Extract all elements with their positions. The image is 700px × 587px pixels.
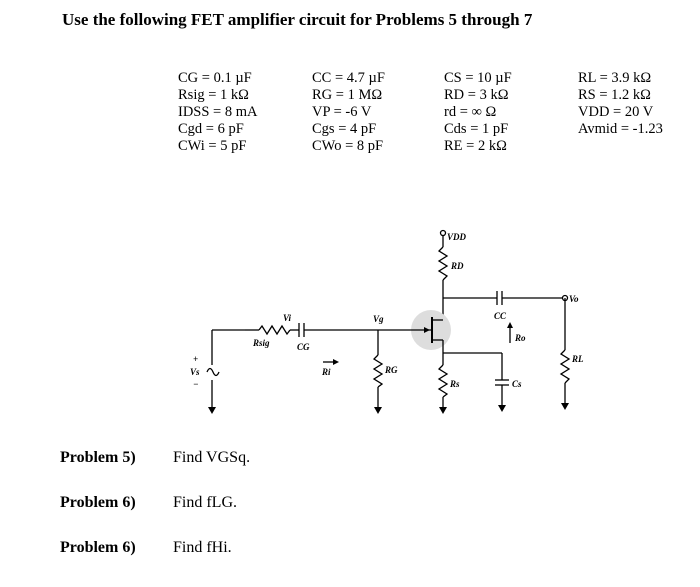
page-heading: Use the following FET amplifier circuit for Problems 5 through 7 (62, 10, 533, 29)
ground-symbols (208, 403, 569, 414)
fet-amplifier-schematic (160, 225, 620, 425)
ri-arrow (333, 359, 339, 365)
rs-resistor (439, 365, 447, 397)
param-cwo: CWo = 8 pF (312, 138, 384, 154)
param-cc: CC = 4.7 µF (312, 70, 385, 86)
ac-source-symbol (207, 369, 219, 376)
param-column-4 (578, 70, 663, 138)
problem-label: Problem 5) (60, 449, 136, 466)
label-vdd: VDD (447, 232, 467, 242)
param-rd-small: rd = ∞ Ω (444, 104, 497, 120)
param-cs: CS = 10 µF (444, 70, 512, 86)
param-column-1 (178, 70, 257, 155)
param-column-2 (312, 70, 385, 155)
rsig-resistor (259, 326, 290, 334)
param-cgs: Cgs = 4 pF (312, 121, 377, 137)
rd-resistor (439, 247, 447, 280)
problem-label: Problem 6) (60, 539, 136, 556)
label-ro: Ro (515, 333, 526, 343)
label-cg: CG (297, 342, 310, 352)
problem-text: Find fHi. (173, 539, 232, 556)
param-rs: RS = 1.2 kΩ (578, 87, 651, 103)
param-vdd: VDD = 20 V (578, 104, 654, 120)
rl-resistor (561, 350, 569, 383)
problem-text: Find fLG. (173, 494, 237, 511)
label-rsig: Rsig (253, 338, 270, 348)
param-re: RE = 2 kΩ (444, 138, 507, 154)
label-vi: Vi (283, 313, 292, 323)
label-cc: CC (494, 311, 507, 321)
label-plus: + (193, 354, 199, 364)
param-rl: RL = 3.9 kΩ (578, 70, 652, 86)
label-ri: Ri (322, 367, 331, 377)
label-rs: Rs (450, 379, 460, 389)
param-avmid: Avmid = -1.23 (578, 121, 663, 137)
label-rl: RL (572, 354, 584, 364)
problem-6-fhi (60, 539, 232, 557)
param-rd: RD = 3 kΩ (444, 87, 509, 103)
vdd-terminal (441, 231, 446, 236)
label-vg: Vg (373, 314, 384, 324)
label-minus: − (193, 379, 199, 389)
rg-resistor (374, 355, 382, 387)
label-rg: RG (385, 365, 398, 375)
param-cds: Cds = 1 pF (444, 121, 509, 137)
param-cwi: CWi = 5 pF (178, 138, 247, 154)
problem-6-flg (60, 494, 237, 512)
param-column-3 (444, 70, 512, 155)
param-cgd: Cgd = 6 pF (178, 121, 244, 137)
param-idss: IDSS = 8 mA (178, 104, 258, 120)
label-rd: RD (451, 261, 464, 271)
param-cg: CG = 0.1 µF (178, 70, 252, 86)
ro-arrow (507, 322, 513, 328)
problem-label: Problem 6) (60, 494, 136, 511)
problem-text: Find VGSq. (173, 449, 251, 466)
label-vo: Vo (569, 294, 579, 304)
param-rsig: Rsig = 1 kΩ (178, 87, 249, 103)
param-rg: RG = 1 MΩ (312, 87, 383, 103)
param-vp: VP = -6 V (312, 104, 372, 120)
problem-5 (60, 449, 250, 467)
label-vs: Vs (190, 367, 200, 377)
label-cs: Cs (512, 379, 522, 389)
